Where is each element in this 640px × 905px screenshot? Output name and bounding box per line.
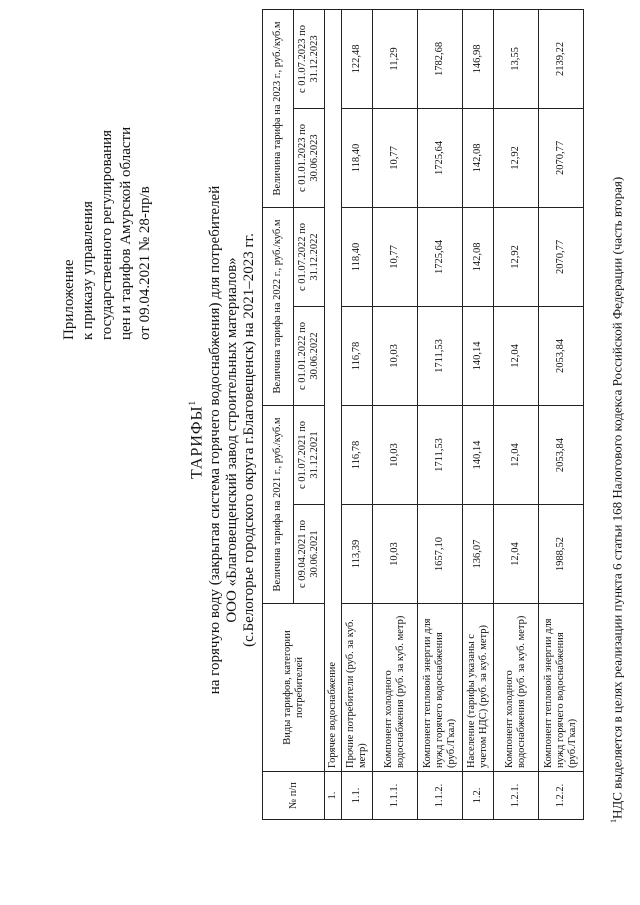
row-category: Горячее водоснабжение — [325, 9, 342, 771]
tariff-value: 1782,68 — [418, 9, 463, 108]
tariff-value: 1725,64 — [418, 207, 463, 306]
row-number: 1.2. — [463, 772, 494, 820]
tariff-value: 140,14 — [463, 405, 494, 504]
tariff-value: 116,78 — [342, 405, 373, 504]
tariff-value: 12,04 — [494, 306, 539, 405]
appendix-line: Приложение — [61, 259, 77, 340]
row-number: 1.2.1. — [494, 772, 539, 820]
header-category: Виды тарифов, категории потребителей — [263, 604, 325, 772]
tariff-value: 136,07 — [463, 505, 494, 604]
header-number: № п/п — [263, 772, 325, 820]
table-row — [494, 9, 539, 819]
tariff-value: 1657,10 — [418, 505, 463, 604]
row-number: 1.1.1. — [373, 772, 418, 820]
footnote — [606, 177, 624, 823]
tariff-value: 1711,53 — [418, 405, 463, 504]
tariff-value: 113,39 — [342, 505, 373, 604]
footnote-text: НДС выделяется в целях реализации пункта 6 статьи 168 Налогового кодекса Российской Федерации (часть вторая) — [609, 176, 625, 819]
document-heading — [182, 55, 258, 825]
header-year-2021: Величина тарифа на 2021 г., руб./куб.м — [263, 405, 294, 603]
row-number: 1.1.2. — [418, 772, 463, 820]
tariff-value: 10,03 — [373, 505, 418, 604]
tariff-value: 10,77 — [373, 108, 418, 207]
tariff-value: 12,04 — [494, 505, 539, 604]
table-row — [539, 9, 584, 819]
tariff-value: 10,03 — [373, 405, 418, 504]
header-period: с 01.01.2022 по 30.06.2022 — [294, 306, 325, 405]
title-footnote-mark: 1 — [187, 400, 197, 406]
tariff-value: 2053,84 — [539, 306, 584, 405]
appendix-line: к приказу управления — [80, 201, 96, 340]
tariff-value: 2070,77 — [539, 207, 584, 306]
row-number: 1. — [325, 772, 342, 820]
tariff-value: 10,77 — [373, 207, 418, 306]
row-category: Компонент тепловой энергии для нужд горячего водоснабжения (руб./Гкал) — [539, 604, 584, 772]
tariff-value: 1711,53 — [418, 306, 463, 405]
tariff-value: 142,08 — [463, 207, 494, 306]
row-number: 1.2.2. — [539, 772, 584, 820]
header-period: с 01.07.2023 по 31.12.2023 — [294, 9, 325, 108]
row-category: Компонент тепловой энергии для нужд горячего водоснабжения (руб./Гкал) — [418, 604, 463, 772]
subtitle-line: ООО «Благовещенский завод строительных материалов» — [224, 257, 241, 623]
tariff-value: 2053,84 — [539, 405, 584, 504]
header-year-2022: Величина тарифа на 2022 г., руб./куб.м — [263, 207, 294, 405]
tariff-value: 118,40 — [342, 108, 373, 207]
tariff-value: 118,40 — [342, 207, 373, 306]
appendix-line: от 09.04.2021 № 28-пр/в — [137, 186, 153, 340]
appendix-header — [60, 127, 155, 340]
tariff-value: 12,04 — [494, 405, 539, 504]
table-row — [325, 9, 342, 819]
tariff-value: 146,98 — [463, 9, 494, 108]
tariff-value: 140,14 — [463, 306, 494, 405]
row-category: Компонент холодного водоснабжения (руб. за куб. метр) — [373, 604, 418, 772]
appendix-line: государственного регулирования — [99, 129, 115, 340]
tariff-value: 122,48 — [342, 9, 373, 108]
header-period: с 09.04.2021 по 30.06.2021 — [294, 505, 325, 604]
tariff-value: 2139,22 — [539, 9, 584, 108]
title-text: ТАРИФЫ — [188, 405, 206, 480]
document-title — [182, 55, 207, 825]
tariff-value: 12,92 — [494, 108, 539, 207]
table-row — [373, 9, 418, 819]
row-number: 1.1. — [342, 772, 373, 820]
header-period: с 01.07.2021 по 31.12.2021 — [294, 405, 325, 504]
table-row — [463, 9, 494, 819]
table-row — [418, 9, 463, 819]
tariff-value: 2070,77 — [539, 108, 584, 207]
tariffs-table — [262, 9, 584, 820]
header-year-2023: Величина тарифа на 2023 г., руб./куб.м — [263, 9, 294, 207]
subtitle-line: на горячую воду (закрытая система горячего водоснабжения) для потребителей — [207, 185, 224, 695]
row-category: Население (тарифы указаны с учетом НДС) (руб. за куб. метр) — [463, 604, 494, 772]
header-period: с 01.07.2022 по 31.12.2022 — [294, 207, 325, 306]
tariff-value: 1725,64 — [418, 108, 463, 207]
tariff-value: 11,29 — [373, 9, 418, 108]
footnote-mark: 1 — [609, 819, 618, 823]
table-row — [342, 9, 373, 819]
row-category: Компонент холодного водоснабжения (руб. за куб. метр) — [494, 604, 539, 772]
tariff-value: 12,92 — [494, 207, 539, 306]
tariff-value: 13,55 — [494, 9, 539, 108]
tariff-value: 1988,52 — [539, 505, 584, 604]
subtitle-line: (с.Белогорье городского округа г.Благовещенск) на 2021–2023 гг. — [241, 233, 258, 647]
tariff-value: 10,03 — [373, 306, 418, 405]
appendix-line: цен и тарифов Амурской области — [118, 126, 134, 340]
tariff-value: 116,78 — [342, 306, 373, 405]
row-category: Прочие потребители (руб. за куб. метр) — [342, 604, 373, 772]
tariff-value: 142,08 — [463, 108, 494, 207]
header-period: с 01.01.2023 по 30.06.2023 — [294, 108, 325, 207]
